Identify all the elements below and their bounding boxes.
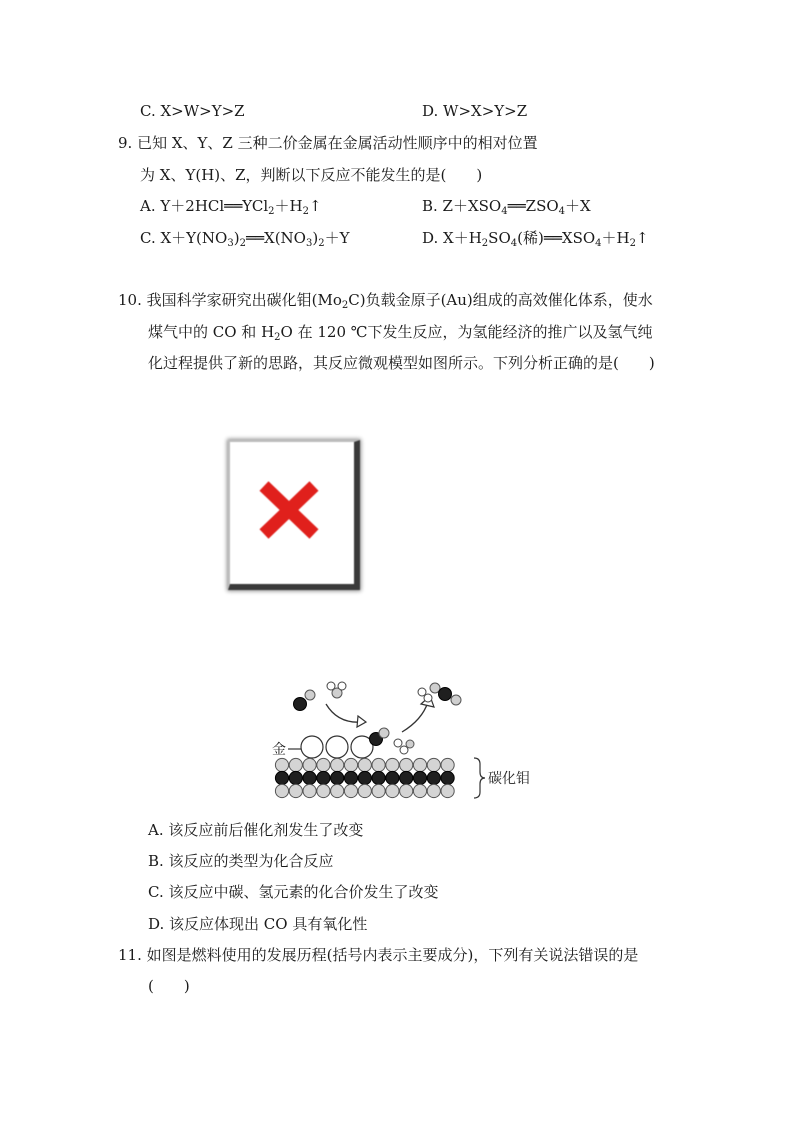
q9-option-b: B. $Z+XSO_4══ZSO_4+X$ <box>422 197 591 217</box>
reactant-molecules <box>294 682 347 711</box>
gold-atoms <box>301 736 373 758</box>
q11-stem-line1: 11. 如图是燃料使用的发展历程(括号内表示主要成分)，下列有关说法错误的是 <box>118 946 639 964</box>
broken-image-placeholder <box>228 440 360 590</box>
lattice-atom <box>386 758 399 771</box>
q9-stem-line2: 为 X、Y(H)、Z，判断以下反应不能发生的是( ) <box>140 166 483 184</box>
reaction-model-diagram <box>268 676 548 806</box>
lattice-atom <box>303 771 316 784</box>
lattice-atom <box>317 758 330 771</box>
lattice-atom <box>386 771 399 784</box>
lattice-atom <box>372 758 385 771</box>
adsorption-arrow <box>326 704 362 722</box>
q8-option-d: D. W>X>Y>Z <box>422 102 528 120</box>
lattice-atom <box>400 784 413 797</box>
q9-option-d: D. $X+H_2SO_4$(稀)$══XSO_4+H_2↑$ <box>422 229 649 249</box>
q10-option-d: D. 该反应体现出 CO 具有氧化性 <box>148 915 368 933</box>
lattice-atom <box>358 771 371 784</box>
q10-option-b: B. 该反应的类型为化合反应 <box>148 852 334 870</box>
lattice-atom <box>275 784 288 797</box>
lattice-atom <box>413 758 426 771</box>
lattice-atom <box>331 784 344 797</box>
lattice-atom <box>358 784 371 797</box>
lattice-atom <box>303 784 316 797</box>
label-gold: 金 <box>272 742 286 758</box>
lattice-atom <box>413 784 426 797</box>
lattice-atom <box>331 771 344 784</box>
lattice-atom <box>441 771 454 784</box>
lattice-atom <box>441 758 454 771</box>
lattice-atom <box>400 758 413 771</box>
lattice-atom <box>275 758 288 771</box>
broken-image-x-icon <box>258 480 320 540</box>
lattice-atom <box>317 784 330 797</box>
lattice-atom <box>344 784 357 797</box>
molybdenum-carbide-lattice <box>275 758 454 797</box>
q9-option-a: A. $Y+2HCl══YCl_2+H_2↑$ <box>140 197 322 217</box>
q10-stem-line3: 化过程提供了新的思路，其反应微观模型如图所示。下列分析正确的是( ) <box>148 354 655 372</box>
lattice-atom <box>289 784 302 797</box>
label-support: 碳化钼 <box>488 771 530 787</box>
lattice-atom <box>317 771 330 784</box>
q10-option-c: C. 该反应中碳、氢元素的化合价发生了改变 <box>148 883 439 901</box>
lattice-atom <box>344 758 357 771</box>
q11-stem-line2: ( ) <box>148 977 190 995</box>
desorption-arrow <box>402 702 428 732</box>
lattice-atom <box>427 784 440 797</box>
q10-stem-line2: 煤气中的 CO 和 $H_2O$ 在 120 ℃下发生反应，为氢能经济的推广以及氢气纯 <box>148 323 653 343</box>
q9-stem-line1: 9. 已知 X、Y、Z 三种二价金属在金属活动性顺序中的相对位置 <box>118 134 538 152</box>
lattice-atom <box>275 771 288 784</box>
q10-option-a: A. 该反应前后催化剂发生了改变 <box>148 821 364 839</box>
q8-option-c: C. X>W>Y>Z <box>140 102 245 120</box>
lattice-atom <box>303 758 316 771</box>
lattice-atom <box>386 784 399 797</box>
lattice-atom <box>289 758 302 771</box>
lattice-atom <box>289 771 302 784</box>
lattice-atom <box>427 758 440 771</box>
lattice-atom <box>372 784 385 797</box>
lattice-atom <box>358 758 371 771</box>
support-brace <box>474 758 485 798</box>
lattice-atom <box>331 758 344 771</box>
lattice-atom <box>344 771 357 784</box>
q10-stem-line1: 10. 我国科学家研究出碳化钼$(Mo_2C)$负载金原子(Au)组成的高效催化体系，使水 <box>118 291 653 311</box>
lattice-atom <box>372 771 385 784</box>
adsorbed-species <box>370 728 415 754</box>
lattice-atom <box>400 771 413 784</box>
q9-option-c: C. $X+Y(NO_3)_2══X(NO_3)_2+Y$ <box>140 229 350 249</box>
lattice-atom <box>427 771 440 784</box>
lattice-atom <box>441 784 454 797</box>
lattice-atom <box>413 771 426 784</box>
